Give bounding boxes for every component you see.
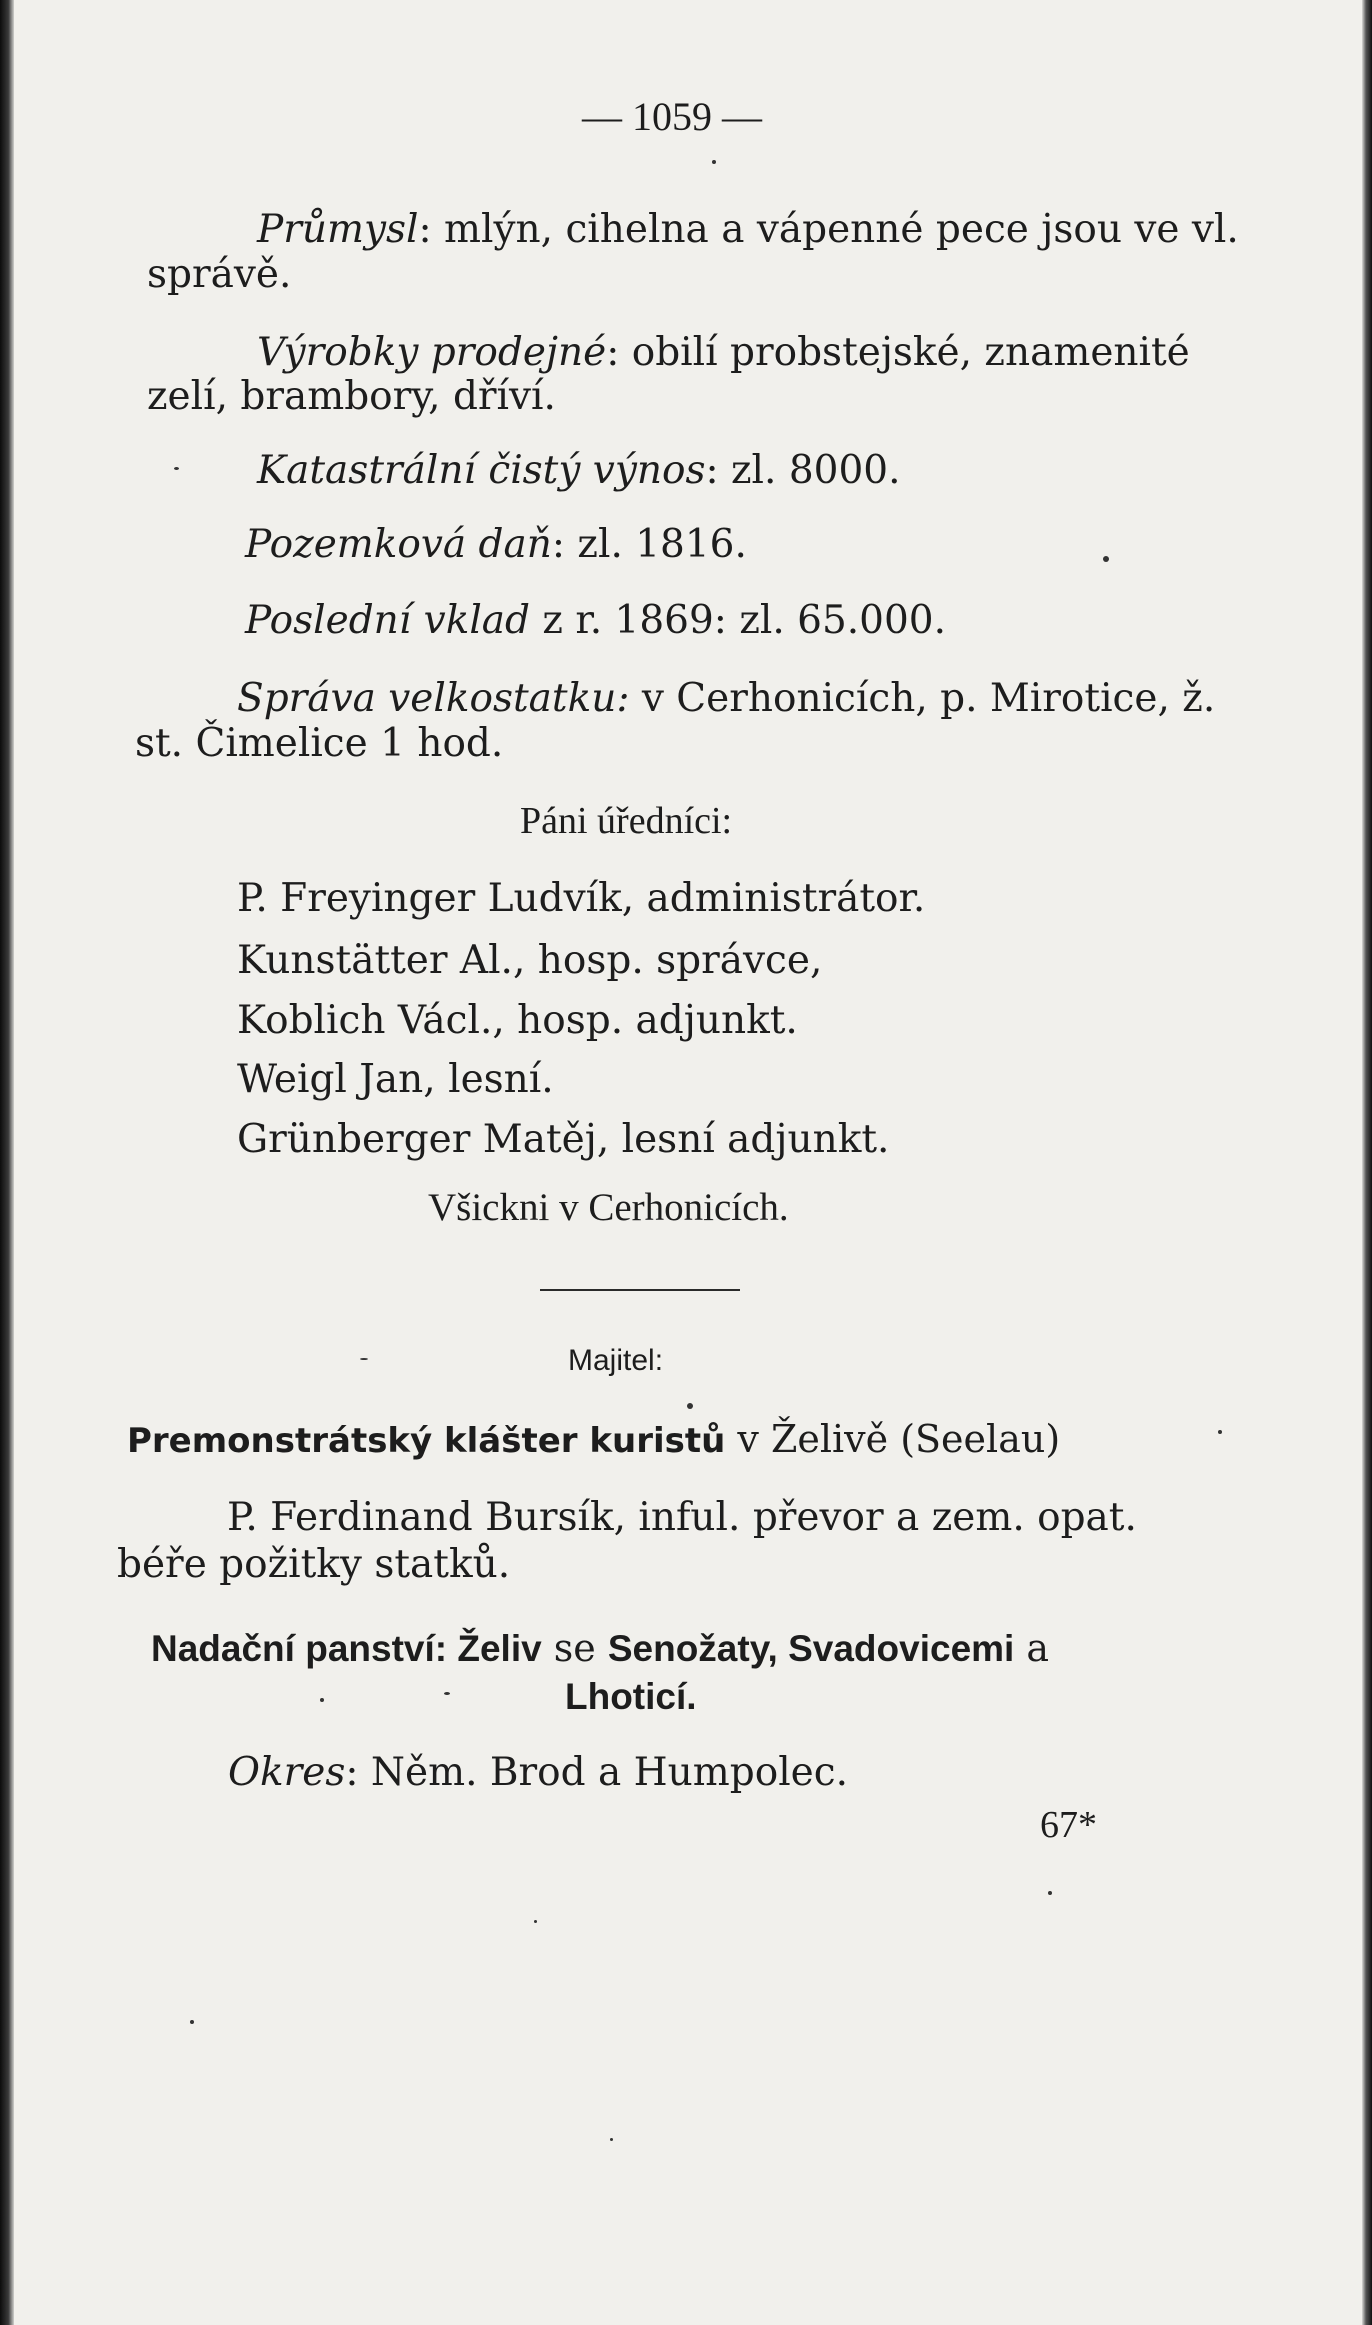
- sprava-text: v Cerhonicích, p. Mirotice, ž.: [629, 676, 1216, 721]
- printer-signature: 67*: [1040, 1804, 1097, 1846]
- official-3: Koblich Václ., hosp. adjunkt.: [237, 998, 798, 1043]
- page-right-edge: [1362, 0, 1372, 2325]
- prumysl-text: : mlýn, cihelna a vápenné pece jsou ve vl.: [418, 207, 1239, 252]
- okres-text: : Něm. Brod a Humpolec.: [345, 1750, 849, 1795]
- nadacni-se: se: [541, 1626, 608, 1670]
- scan-speck: [687, 1403, 693, 1409]
- katastr-line: [257, 448, 900, 494]
- vyrobky-continuation: zelí, brambory, dříví.: [147, 374, 556, 419]
- vyrobky-text: : obilí probstejské, znamenité: [606, 330, 1190, 375]
- page-left-edge: [0, 0, 14, 2325]
- urednici-heading: Páni úředníci:: [520, 800, 733, 842]
- okres-line: [228, 1750, 848, 1796]
- nadacni-zeliv: Želiv: [447, 1628, 542, 1669]
- vyrobky-label: Výrobky prodejné: [257, 330, 607, 375]
- majitel-heading: Majitel:: [568, 1344, 664, 1377]
- dan-label: Pozemková daň: [245, 522, 552, 567]
- vklad-text: z r. 1869: zl. 65.000.: [530, 598, 946, 643]
- scan-speck: [1218, 1430, 1222, 1434]
- scan-speck: [444, 1692, 450, 1695]
- sprava-continuation: st. Čimelice 1 hod.: [135, 721, 504, 766]
- page-number: — 1059 —: [582, 94, 762, 139]
- nadacni-a: a: [1014, 1626, 1050, 1670]
- katastr-text: : zl. 8000.: [705, 448, 901, 493]
- scan-speck: [320, 1698, 324, 1702]
- vklad-line: [245, 598, 946, 644]
- dan-line: [245, 522, 747, 568]
- vyrobky-line: [257, 330, 1190, 376]
- dan-text: : zl. 1816.: [551, 522, 747, 567]
- nadacni-label: Nadační panství:: [151, 1628, 448, 1669]
- bursik-line: P. Ferdinand Bursík, inful. převor a zem. opat.: [227, 1495, 1137, 1540]
- official-2: Kunstätter Al., hosp. správce,: [237, 938, 823, 983]
- sprava-label: Správa velkostatku:: [237, 676, 630, 721]
- scan-speck: [174, 467, 179, 470]
- prumysl-line: [257, 207, 1239, 253]
- owner-location: v Želivě (Seelau): [725, 1417, 1061, 1461]
- prumysl-continuation: správě.: [147, 252, 292, 297]
- official-1: P. Freyinger Ludvík, administrátor.: [237, 876, 926, 921]
- scan-speck: [712, 160, 716, 164]
- scan-speck: [610, 2138, 613, 2141]
- vsickni-line: Všickni v Cerhonicích.: [428, 1186, 789, 1229]
- nadacni-continuation: Lhoticí.: [565, 1676, 697, 1717]
- nadacni-places: Senožaty, Svadovicemi: [607, 1628, 1015, 1669]
- nadacni-line: [151, 1625, 1049, 1672]
- scan-speck: [1103, 556, 1109, 562]
- okres-label: Okres: [228, 1750, 346, 1795]
- scan-speck: [534, 1920, 537, 1923]
- vklad-label: Poslední vklad: [245, 598, 531, 643]
- scan-speck: [190, 2020, 194, 2024]
- owner-name: Premonstrátský klášter kuristů: [127, 1421, 726, 1461]
- official-4: Weigl Jan, lesní.: [237, 1057, 554, 1102]
- section-divider: [540, 1289, 740, 1291]
- scan-speck: [1048, 1891, 1052, 1895]
- prumysl-label: Průmysl: [257, 207, 419, 252]
- katastr-label: Katastrální čistý výnos: [257, 448, 706, 493]
- scan-speck: [360, 1358, 368, 1360]
- owner-line: [127, 1416, 1060, 1464]
- sprava-line: [237, 676, 1215, 722]
- official-5: Grünberger Matěj, lesní adjunkt.: [237, 1117, 890, 1162]
- bursik-continuation: béře požitky statků.: [117, 1542, 511, 1587]
